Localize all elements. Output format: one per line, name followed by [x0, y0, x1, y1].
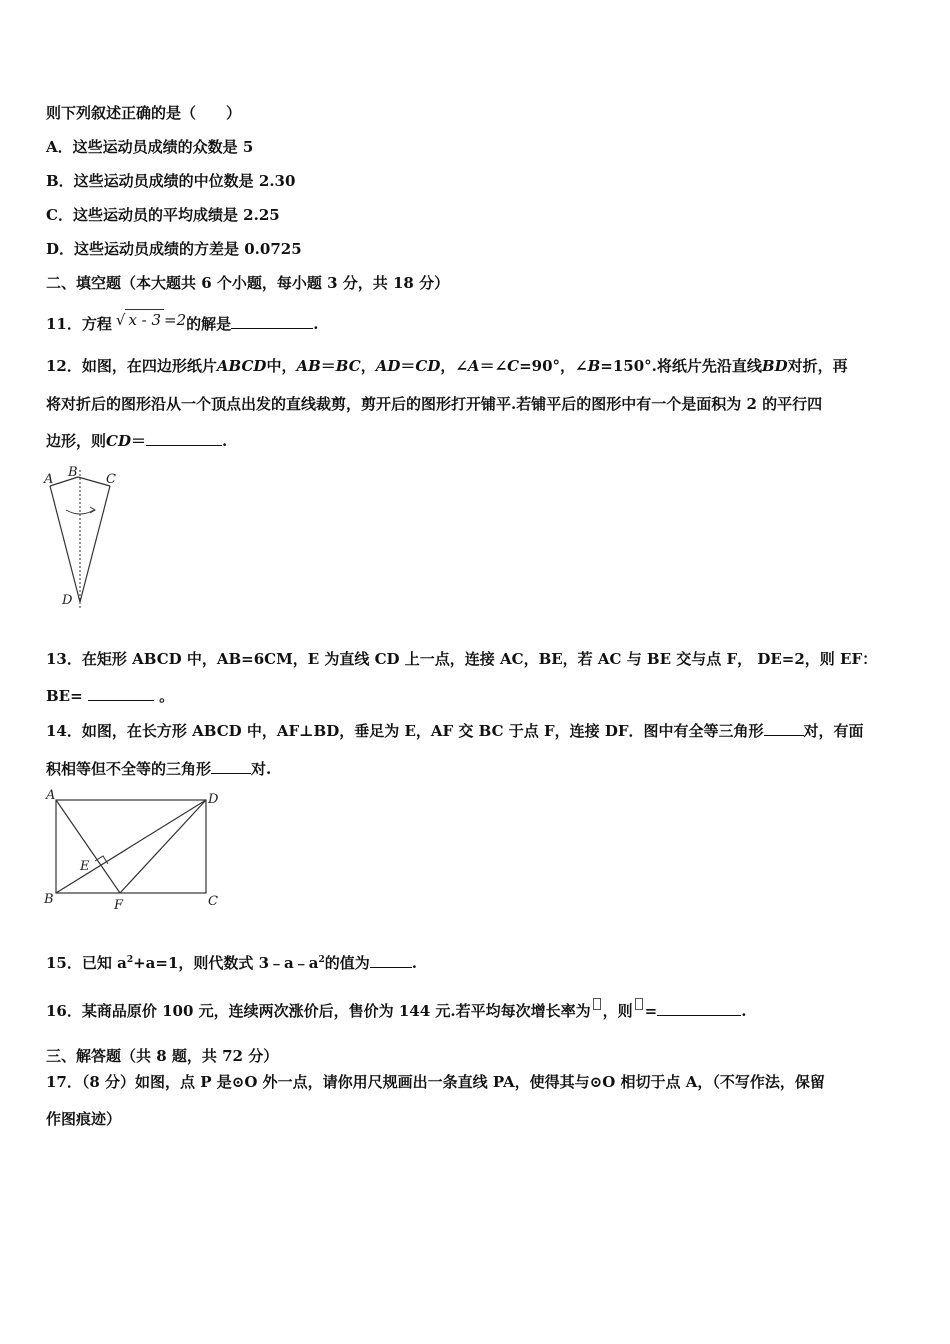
- q12-text: .: [221, 432, 228, 450]
- section2-title: 二、填空题（本大题共 6 个小题，每小题 3 分，共 18 分）: [46, 274, 450, 292]
- q10-option-a: A．这些运动员成绩的众数是 5: [46, 138, 254, 156]
- section3-title: 三、解答题（共 8 题，共 72 分）: [46, 1047, 279, 1065]
- q16-text: ，则: [602, 1002, 633, 1020]
- q10-option-c: C．这些运动员的平均成绩是 2.25: [46, 206, 280, 224]
- q12-text: ABCD: [216, 357, 267, 375]
- q12-text: =150°.将纸片先沿直线: [600, 357, 762, 375]
- q12-text: ＝: [400, 357, 416, 375]
- q14-text: 积相等但不全等的三角形: [46, 760, 212, 778]
- q12-text: CD: [106, 432, 131, 450]
- q14-text: 对.: [251, 760, 272, 778]
- q11-radicand: x - 3: [125, 309, 164, 330]
- q12-text: 中，: [266, 357, 297, 375]
- rect-label-a: A: [46, 788, 56, 803]
- q17-line2: 作图痕迹）: [46, 1110, 122, 1128]
- q16-text: 16．某商品原价 100 元，连续两次涨价后，售价为 144 元.若平均每次增长率为: [46, 1002, 591, 1020]
- q12-text: ＝∠: [479, 357, 508, 375]
- q14-text: 14．如图，在长方形 ABCD 中，AF⊥BD，垂足为 E，AF 交 BC 于点 F，连接 DF．图中有全等三角形: [46, 722, 764, 740]
- q12-text: B: [587, 357, 601, 375]
- q16-text: =: [644, 1002, 658, 1020]
- q13-line2: [46, 686, 174, 706]
- q16-text: .: [741, 1002, 747, 1020]
- q13-line1: 13．在矩形 ABCD 中，AB=6CM，E 为直线 CD 上一点，连接 AC，BE，若 AC 与 BE 交与点 F， DE=2，则 EF：: [46, 650, 878, 668]
- q12-kite-figure: [40, 462, 130, 612]
- q12-text: =90°，∠: [519, 357, 588, 375]
- rect-label-c: C: [208, 894, 218, 909]
- q12-text: ＝: [130, 432, 146, 450]
- diagonal-bd: [56, 800, 206, 893]
- q12-line3: [46, 431, 227, 451]
- q12-text: ，∠: [440, 357, 468, 375]
- arrow-head-icon: [90, 507, 95, 513]
- q10-option-b: B．这些运动员成绩的中位数是 2.30: [46, 172, 296, 190]
- q11-suffix: 的解是: [186, 315, 232, 333]
- q15: [46, 950, 417, 973]
- q12-answer-blank: [146, 431, 222, 446]
- kite-label-d: D: [62, 593, 73, 608]
- q10-stem: 则下列叙述正确的是（ ）: [46, 104, 242, 122]
- q17-line1: 17．（8 分）如图，点 P 是⊙O 外一点，请你用尺规画出一条直线 PA，使得其与⊙O 相切于点 A，（不写作法，保留: [46, 1073, 825, 1091]
- q15-superscript: 2: [126, 955, 134, 965]
- q12-text: 12．如图，在四边形纸片: [46, 357, 217, 375]
- q12-text: 对折，再: [787, 357, 848, 375]
- q12-text: AD: [375, 357, 401, 375]
- q12-text: BD: [761, 357, 788, 375]
- q11-end: .: [313, 315, 319, 333]
- q14-answer-blank-2: [211, 759, 251, 774]
- q15-text: 15．已知 a: [46, 954, 127, 972]
- q12-text: C: [507, 357, 520, 375]
- q12-text: A: [467, 357, 480, 375]
- q11-equals: =2: [164, 311, 187, 329]
- q14-rectangle-figure: [40, 786, 230, 914]
- q14-text: 对，有面: [803, 722, 864, 740]
- segment-af: [56, 800, 120, 893]
- q12-text: 边形，则: [46, 432, 107, 450]
- q16-answer-blank: [657, 1001, 741, 1016]
- q11: [46, 309, 318, 334]
- q15-text: +a=1，则代数式 3﹣a﹣a: [133, 954, 319, 972]
- kite-label-a: A: [44, 472, 54, 487]
- q11-sqrt: √ x - 3 =2: [115, 311, 187, 329]
- q10-option-d: D．这些运动员成绩的方差是 0.0725: [46, 240, 302, 258]
- kite-label-c: C: [106, 472, 116, 487]
- kite-label-b: B: [68, 465, 78, 480]
- rect-label-e: E: [80, 859, 90, 874]
- q15-text: 的值为: [324, 954, 370, 972]
- q12-text: ＝: [320, 357, 336, 375]
- q13-text: BE=: [46, 687, 83, 705]
- q15-superscript: 2: [318, 955, 325, 965]
- rect-label-d: D: [208, 792, 219, 807]
- rect-label-b: B: [44, 892, 54, 907]
- kite-edge-ad: [50, 486, 80, 602]
- segment-df: [120, 800, 206, 893]
- missing-glyph-icon: [593, 998, 601, 1010]
- q11-prefix: 11．方程: [46, 315, 112, 333]
- right-angle-mark: [95, 856, 108, 864]
- q16: [46, 998, 746, 1021]
- q13-text: 。: [159, 687, 175, 705]
- q11-answer-blank: [231, 314, 313, 329]
- q14-line1: [46, 721, 864, 741]
- rect-label-f: F: [114, 898, 124, 913]
- q12-line2: 将对折后的图形沿从一个顶点出发的直线裁剪，剪开后的图形打开铺平.若铺平后的图形中有一个是面积为 2 的平行四: [46, 395, 823, 413]
- q12-text: ，: [360, 357, 376, 375]
- q13-answer-blank: [88, 686, 154, 701]
- missing-glyph-icon: [635, 998, 643, 1010]
- q12-text: AB: [296, 357, 321, 375]
- q12-line1: [46, 356, 848, 376]
- kite-edge-cd: [80, 486, 110, 602]
- q15-answer-blank: [370, 953, 412, 968]
- q15-text: .: [411, 954, 418, 972]
- q14-line2: [46, 759, 271, 779]
- q14-answer-blank-1: [764, 721, 804, 736]
- q12-text: CD: [415, 357, 441, 375]
- q12-text: BC: [335, 357, 361, 375]
